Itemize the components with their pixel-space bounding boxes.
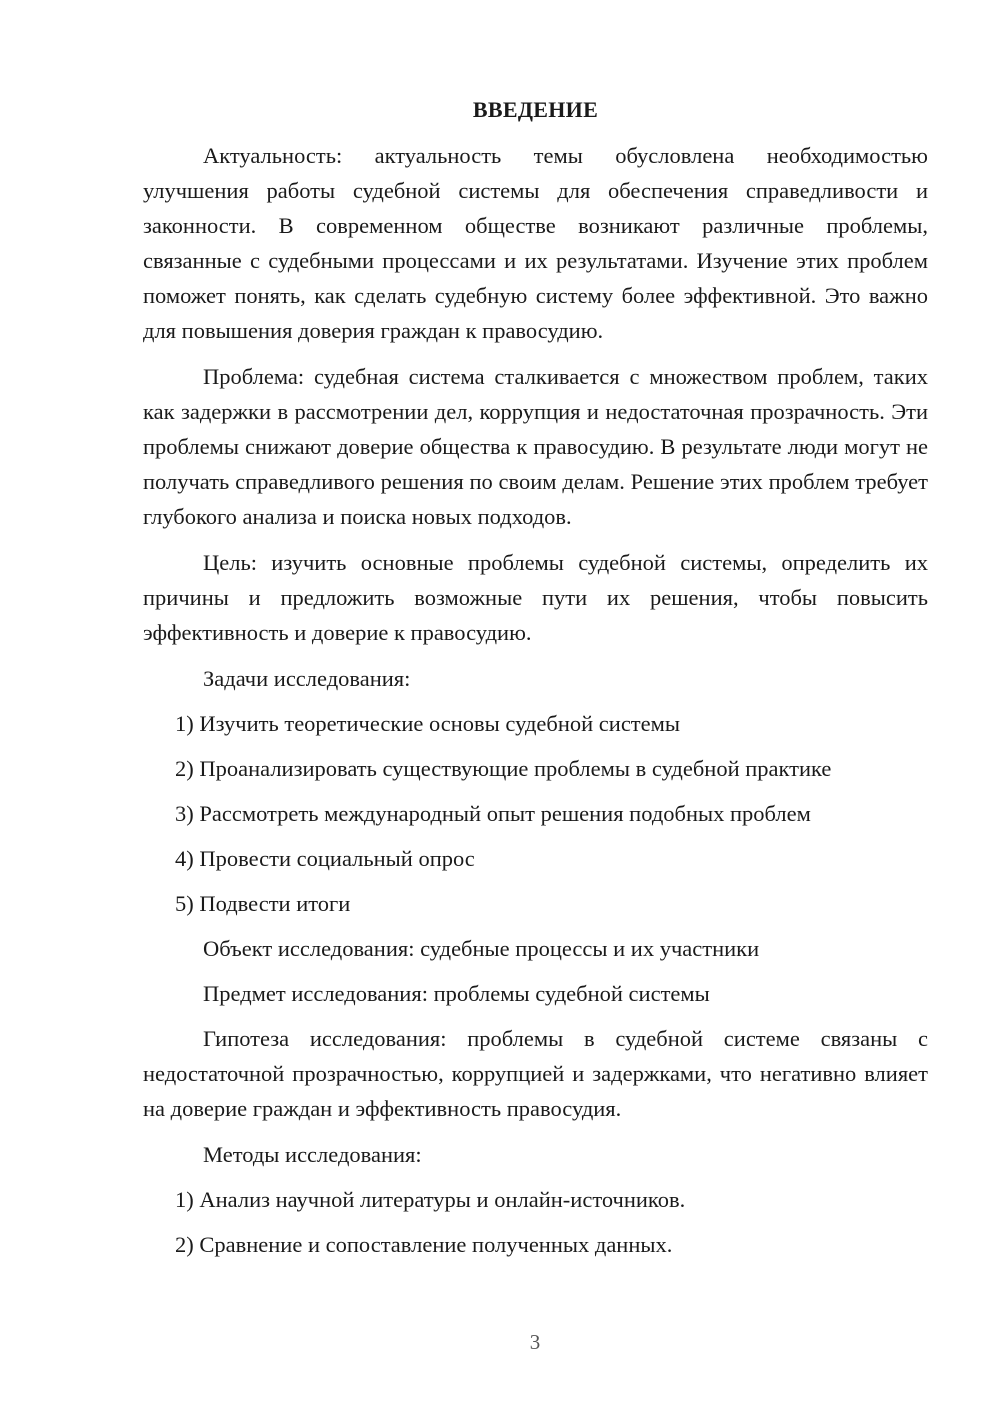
page-content	[143, 92, 928, 1272]
methods-list	[143, 1182, 928, 1262]
methods-heading: Методы исследования:	[203, 1142, 422, 1167]
paragraph-hypothesis: Гипотеза исследования: проблемы в судебной системе связаны с недостаточной прозрачностью, коррупцией и задержками, что негативно влияет на доверие граждан и эффективность правосудия.	[143, 1026, 928, 1121]
tasks-list	[143, 706, 928, 921]
task-item: 1) Изучить теоретические основы судебной системы	[175, 711, 680, 736]
paragraph-relevance: Актуальность: актуальность темы обусловлена необходимостью улучшения работы судебной системы для обеспечения справедливости и законности. В современном обществе возникают различные проблемы, связанные с судебными процессами и их результатами. Изучение этих проблем поможет понять, как сделать судебную систему более эффективной. Это важно для повышения доверия граждан к правосудию.	[143, 143, 928, 343]
method-item: 1) Анализ научной литературы и онлайн-источников.	[175, 1187, 686, 1212]
task-item: 2) Проанализировать существующие проблемы в судебной практике	[175, 756, 832, 781]
subject-of-study: Предмет исследования: проблемы судебной системы	[203, 981, 710, 1006]
paragraph-problem: Проблема: судебная система сталкивается с множеством проблем, таких как задержки в рассмотрении дел, коррупция и недостаточная прозрачность. Эти проблемы снижают доверие общества к правосудию. В результате люди могут не получать справедливого решения по своим делам. Решение этих проблем требует глубокого анализа и поиска новых подходов.	[143, 364, 928, 529]
section-title: ВВЕДЕНИЕ	[472, 97, 599, 122]
task-item: 5) Подвести итоги	[175, 891, 351, 916]
page-number: 3	[529, 1330, 541, 1354]
tasks-heading: Задачи исследования:	[203, 666, 411, 691]
task-item: 3) Рассмотреть международный опыт решения подобных проблем	[175, 801, 811, 826]
object-of-study: Объект исследования: судебные процессы и их участники	[203, 936, 760, 961]
task-item: 4) Провести социальный опрос	[175, 846, 475, 871]
paragraph-goal: Цель: изучить основные проблемы судебной системы, определить их причины и предложить возможные пути их решения, чтобы повысить эффективность и доверие к правосудию.	[143, 550, 928, 645]
method-item: 2) Сравнение и сопоставление полученных данных.	[175, 1232, 673, 1257]
